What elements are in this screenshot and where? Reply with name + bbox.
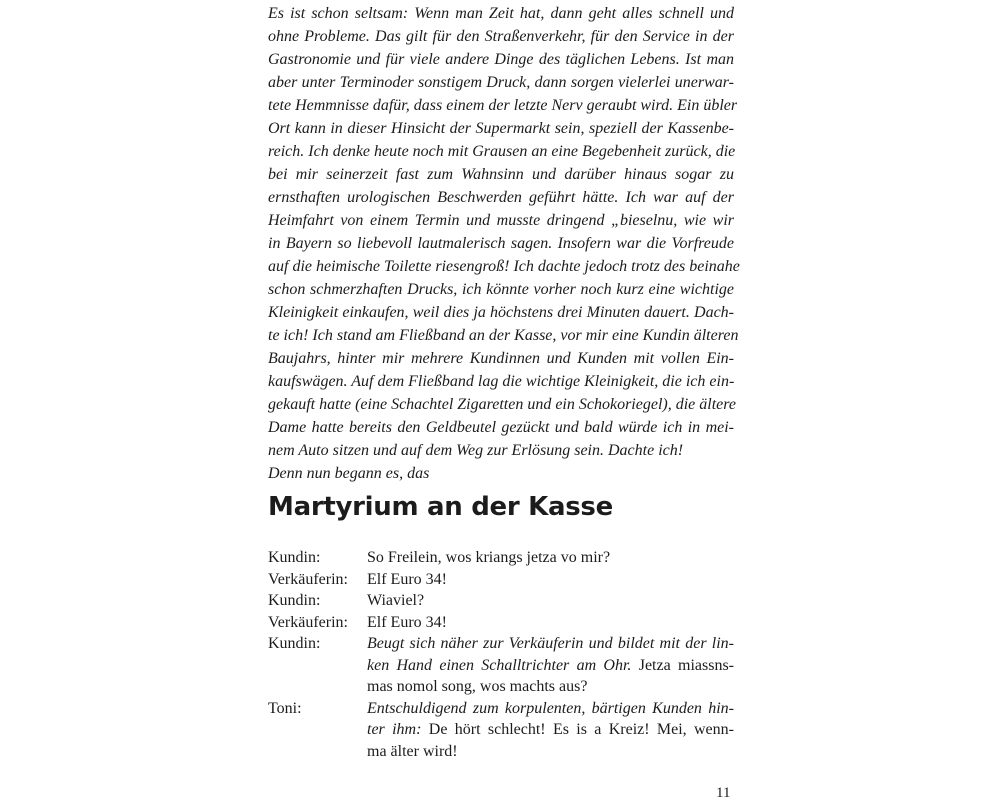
page-number: 11	[716, 785, 731, 801]
intro-line: ohne Probleme. Das gilt für den Straßenverkehr, für den Service in der	[268, 28, 734, 45]
intro-paragraph	[268, 2, 740, 485]
intro-line: Kleinigkeit einkaufen, weil dies ja höchstens drei Minuten dauert. Dach-	[268, 304, 734, 321]
dialogue-row	[268, 633, 734, 698]
speech-text	[367, 698, 734, 763]
dialogue-row	[268, 612, 734, 634]
speaker-label: Kundin:	[268, 549, 321, 566]
section-heading: Martyrium an der Kasse	[268, 492, 613, 522]
intro-line: in Bayern so liebevoll lautmalerisch sagen. Insofern war die Vorfreude	[268, 235, 734, 252]
stage-direction: ken Hand einen Schalltrichter am Ohr.	[367, 656, 632, 674]
speech-line	[367, 719, 734, 741]
dialogue-row	[268, 569, 734, 591]
speech-text: Elf Euro 34!	[367, 570, 447, 588]
intro-line: Es ist schon seltsam: Wenn man Zeit hat, dann geht alles schnell und	[268, 5, 734, 22]
intro-line: ernsthaften urologischen Beschwerden geführt hätte. Ich war auf der	[268, 189, 734, 206]
dialogue-row	[268, 698, 734, 763]
dialogue-row	[268, 590, 734, 612]
intro-line: Ort kann in dieser Hinsicht der Supermarkt sein, speziell der Kassenbe-	[268, 120, 734, 137]
stage-direction: Beugt sich näher zur Verkäuferin und bildet mit der lin-	[367, 635, 734, 652]
intro-line: Baujahrs, hinter mir mehrere Kundinnen und Kunden mit vollen Ein-	[268, 350, 734, 367]
speech-text: Wiaviel?	[367, 592, 425, 609]
speaker-label: Verkäuferin:	[268, 570, 348, 588]
speech-line: ma älter wird!	[367, 742, 458, 760]
speech-line	[367, 655, 734, 677]
speech-line: mas nomol song, wos machts aus?	[367, 678, 588, 695]
intro-line: te ich! Ich stand am Fließband an der Kasse, vor mir eine Kundin älteren	[268, 327, 739, 344]
intro-line: Dame hatte bereits den Geldbeutel gezückt und bald würde ich in mei-	[268, 419, 734, 436]
speech-text: Elf Euro 34!	[367, 613, 447, 631]
intro-line: bei mir seinerzeit fast zum Wahnsinn und darüber hinaus sogar zu	[268, 166, 734, 183]
speech-fragment: Jetza miassns-	[631, 656, 735, 674]
stage-direction: Entschuldigend zum korpulenten, bärtigen Kunden hin-	[367, 699, 734, 717]
intro-line: nem Auto sitzen und auf dem Weg zur Erlösung sein. Dachte ich!	[268, 442, 684, 459]
speaker-label: Toni:	[268, 699, 302, 717]
intro-line: Heimfahrt von einem Termin und musste dringend „bieselnu, wie wir	[268, 212, 734, 229]
speaker-label: Verkäuferin:	[268, 613, 348, 631]
speech-fragment: De hört schlecht! Es is a Kreiz! Mei, wenn-	[421, 721, 734, 738]
intro-line: schon schmerzhaften Drucks, ich könnte vorher noch kurz eine wichtige	[268, 281, 734, 298]
intro-line: Gastronomie und für viele andere Dinge des täglichen Lebens. Ist man	[268, 51, 734, 68]
intro-line: reich. Ich denke heute noch mit Grausen an eine Begebenheit zurück, die	[268, 143, 736, 160]
speech-text	[367, 633, 734, 698]
intro-line: aber unter Terminoder sonstigem Druck, dann sorgen vielerlei unerwar-	[268, 74, 734, 91]
intro-line: kaufswägen. Auf dem Fließband lag die wichtige Kleinigkeit, die ich ein-	[268, 373, 735, 390]
intro-line: gekauft hatte (eine Schachtel Zigaretten und ein Schokoriegel), die ältere	[268, 396, 736, 413]
intro-line: tete Hemmnisse dafür, dass einem der letzte Nerv geraubt wird. Ein übler	[268, 97, 738, 114]
intro-line: auf die heimische Toilette riesengroß! Ich dachte jedoch trotz des beinahe	[268, 258, 740, 275]
speaker-label: Kundin:	[268, 592, 321, 609]
speech-text: So Freilein, wos kriangs jetza vo mir?	[367, 549, 611, 566]
stage-direction: ter ihm:	[367, 721, 422, 738]
dialogue	[268, 547, 734, 762]
intro-line: Denn nun begann es, das	[268, 465, 430, 482]
speaker-label: Kundin:	[268, 635, 321, 652]
dialogue-row	[268, 547, 734, 569]
